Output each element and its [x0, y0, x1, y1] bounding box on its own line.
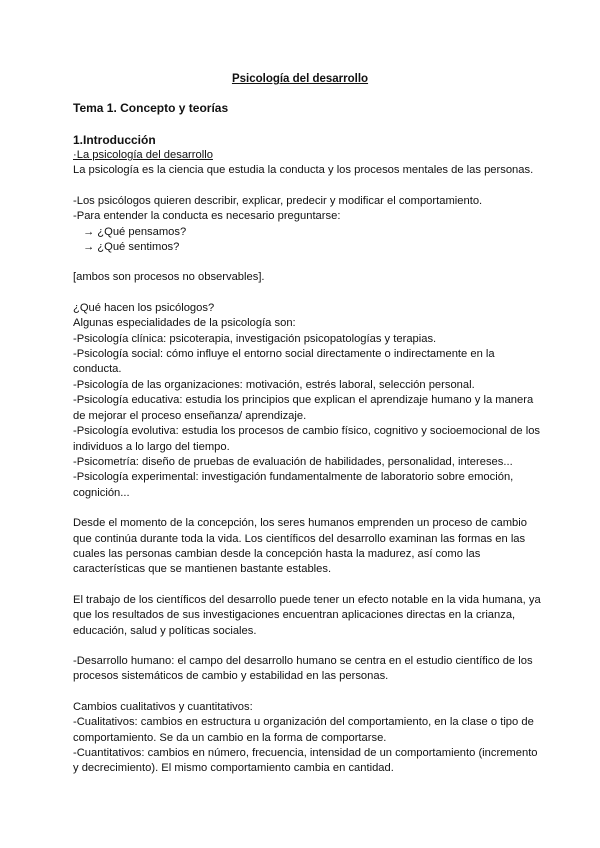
especialidad-item: -Psicología evolutiva: estudia los procesos de cambio físico, cognitivo y socioemocional de los individuos a lo largo del tiempo. [73, 425, 541, 453]
especialidad-item: -Psicología educativa: estudia los principios que explican el aprendizaje humano y la manera de mejorar el proceso enseñanza/ aprendizaje. [73, 394, 534, 422]
objectives-line-2: -Para entender la conducta es necesario preguntarse: [73, 210, 341, 223]
cambios-cualitativos: -Cualitativos: cambios en estructura u organización del comportamiento, en la clase o tipo de comportamiento. Se da un cambio en la forma de comportarse. [73, 716, 534, 744]
question-feel: → ¿Qué sentimos? [83, 241, 180, 254]
especialidades-question: ¿Qué hacen los psicólogos? [73, 301, 215, 314]
especialidad-item: -Psicología experimental: investigación fundamentalmente de laboratorio sobre emoción, cognición... [73, 471, 514, 499]
question-think: → ¿Qué pensamos? [83, 225, 187, 238]
paragraph-trabajo: El trabajo de los científicos del desarrollo puede tener un efecto notable en la vida humana, ya que los resultados de sus investigaciones encuentran aplicaciones directas en la crianza, educación, salud y políticas sociales. [73, 593, 541, 637]
intro-heading: 1.Introducción [73, 133, 156, 147]
intro-subheading: ·La psicología del desarrollo [73, 149, 213, 161]
document-body [73, 100, 543, 777]
paragraph-concepcion: Desde el momento de la concepción, los seres humanos emprenden un proceso de cambio que continúa durante toda la vida. Los científicos del desarrollo examinan las formas en las cuales las personas cambian desde la concepción hasta la madurez, así como las características que se mantienen bastante estables. [73, 517, 527, 576]
especialidad-item: -Psicometría: diseño de pruebas de evaluación de habilidades, personalidad, intereses... [73, 455, 513, 468]
especialidad-item: -Psicología clínica: psicoterapia, investigación psicopatologías y terapias. [73, 332, 437, 345]
cambios-heading: Cambios cualitativos y cuantitativos: [73, 700, 253, 713]
especialidad-item: -Psicología social: cómo influye el entorno social directamente o indirectamente en la conducta. [73, 348, 495, 376]
especialidades-intro: Algunas especialidades de la psicología son: [73, 317, 296, 330]
document-title: Psicología del desarrollo [231, 73, 369, 85]
objectives-note: [ambos son procesos no observables]. [73, 271, 265, 284]
tema-heading: Tema 1. Concepto y teorías [73, 101, 229, 115]
intro-definition: La psicología es la ciencia que estudia la conducta y los procesos mentales de las personas. [73, 164, 534, 177]
paragraph-desarrollo-humano: -Desarrollo humano: el campo del desarrollo humano se centra en el estudio científico de los procesos sistemáticos de cambio y estabilidad en las personas. [73, 654, 533, 683]
cambios-cuantitativos: -Cuantitativos: cambios en número, frecuencia, intensidad de un comportamiento (incremento y decrecimiento). El mismo comportamiento cambia en cantidad. [73, 747, 538, 775]
objectives-line-1: -Los psicólogos quieren describir, explicar, predecir y modificar el comportamiento. [73, 194, 483, 207]
especialidad-item: -Psicología de las organizaciones: motivación, estrés laboral, selección personal. [73, 378, 475, 391]
